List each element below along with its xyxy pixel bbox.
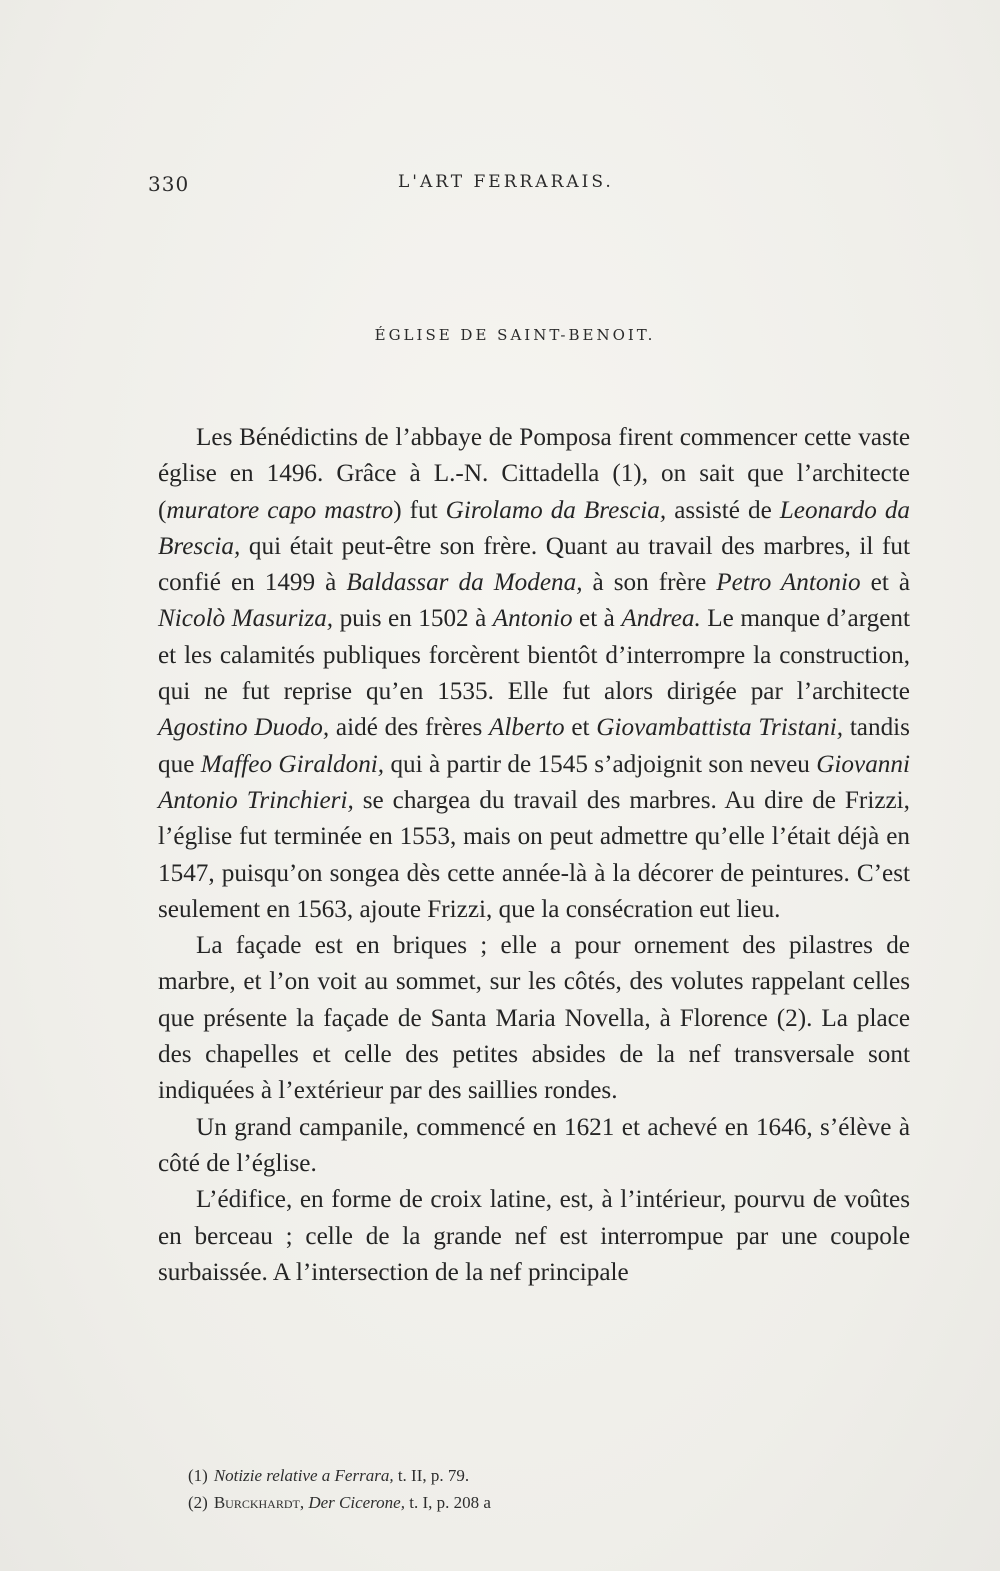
text-run: L’édifice, en forme de croix latine, est, à l’intérieur, pourvu de voûtes en berceau ; celle de la grande nef est interrompue par une coupole surbaissée. A l’intersection de la nef principale [158,1186,910,1286]
footnotes [188,1462,788,1516]
footnote-number: (2) [188,1493,208,1512]
paragraph [158,1182,910,1291]
page-number: 330 [148,172,190,196]
text-run: à son frère [582,569,717,597]
body-text [158,420,910,1291]
text-run: La façade est en briques ; elle a pour ornement des pilastres de marbre, et l’on voit au sommet, sur les côtés, des volutes rappelant celles que présente la façade de Santa Maria Novella, à Florence (2). La place des chapelles et celle des petites absides de la nef transversale sont indiquées à l’extérieur par des saillies rondes. [158,932,910,1105]
text-run: se chargea du travail des marbres. Au dire de Frizzi, l’église fut terminée en 1553, mais on peut admettre qu’elle l’était déjà en 1547, puisqu’on songea dès cette année-là à la décorer de peintures. C’est seulement en 1563, ajoute Frizzi, que la consécration eut lieu. [158,786,910,923]
footnote-number: (1) [188,1466,208,1485]
italic-run: Nicolò Masuriza, [158,605,334,633]
text-run: et [564,714,597,742]
text-run: qui était peut-être son frère. Quant au travail des marbres, il fut confié en 1499 à [158,532,910,597]
running-title: L'ART FERRARAIS. [398,172,614,192]
italic-run: Alberto [489,714,565,742]
text-run: et à [572,605,622,633]
italic-run: Leonardo da Brescia, [158,496,911,560]
page-header [148,172,908,202]
text-run: Le manque d’argent et les calamités publiques forcèrent bientôt d’interrompre la construction, qui ne fut reprise qu’en 1535. Elle fut alors dirigée par l’architecte [158,605,910,706]
text-run: puis en 1502 à [333,605,493,633]
italic-run: muratore capo mastro [166,496,394,524]
paragraph [158,1110,910,1183]
italic-run: Girolamo da Brescia, [445,496,667,524]
text-run: Burckhardt, [213,1493,305,1512]
text-run: t. I, p. 208 a [404,1493,491,1512]
text-run: aidé des frères [329,714,490,742]
text-run: et à [860,569,911,597]
italic-run: Notizie relative a Ferrara, [213,1466,394,1485]
text-run: Un grand campanile, commencé en 1621 et achevé en 1646, s’élève à côté de l’église. [158,1113,910,1177]
text-run: Les Bénédictins de l’abbaye de Pomposa firent commencer cette vaste église en 1496. Grâce à L.-N. Cittadella (1), on sait que l’architecte ( [158,424,910,524]
italic-run: Petro Antonio [716,569,861,597]
paragraph [158,928,910,1109]
paragraph [158,420,910,928]
italic-run: Maffeo Giraldoni, [200,750,385,778]
section-title: ÉGLISE DE SAINT-BENOIT. [374,326,656,344]
italic-run: Giovambattista Tristani, [596,714,844,742]
text-run: ) fut [393,496,446,524]
footnote [188,1489,788,1516]
italic-run: Antonio [492,605,573,633]
italic-run: Giovanni Antonio Trinchieri, [158,750,910,814]
footnote [188,1462,788,1489]
text-run: tandis que [158,714,910,778]
text-run: t. II, p. 79. [393,1466,470,1485]
italic-run: Agostino Duodo, [158,714,330,742]
italic-run: Der Cicerone, [308,1493,405,1512]
text-run: assisté de [666,496,780,524]
italic-run: Andrea. [621,605,701,633]
italic-run: Baldassar da Modena, [346,569,583,597]
text-run: qui à partir de 1545 s’adjoignit son neveu [384,750,817,778]
